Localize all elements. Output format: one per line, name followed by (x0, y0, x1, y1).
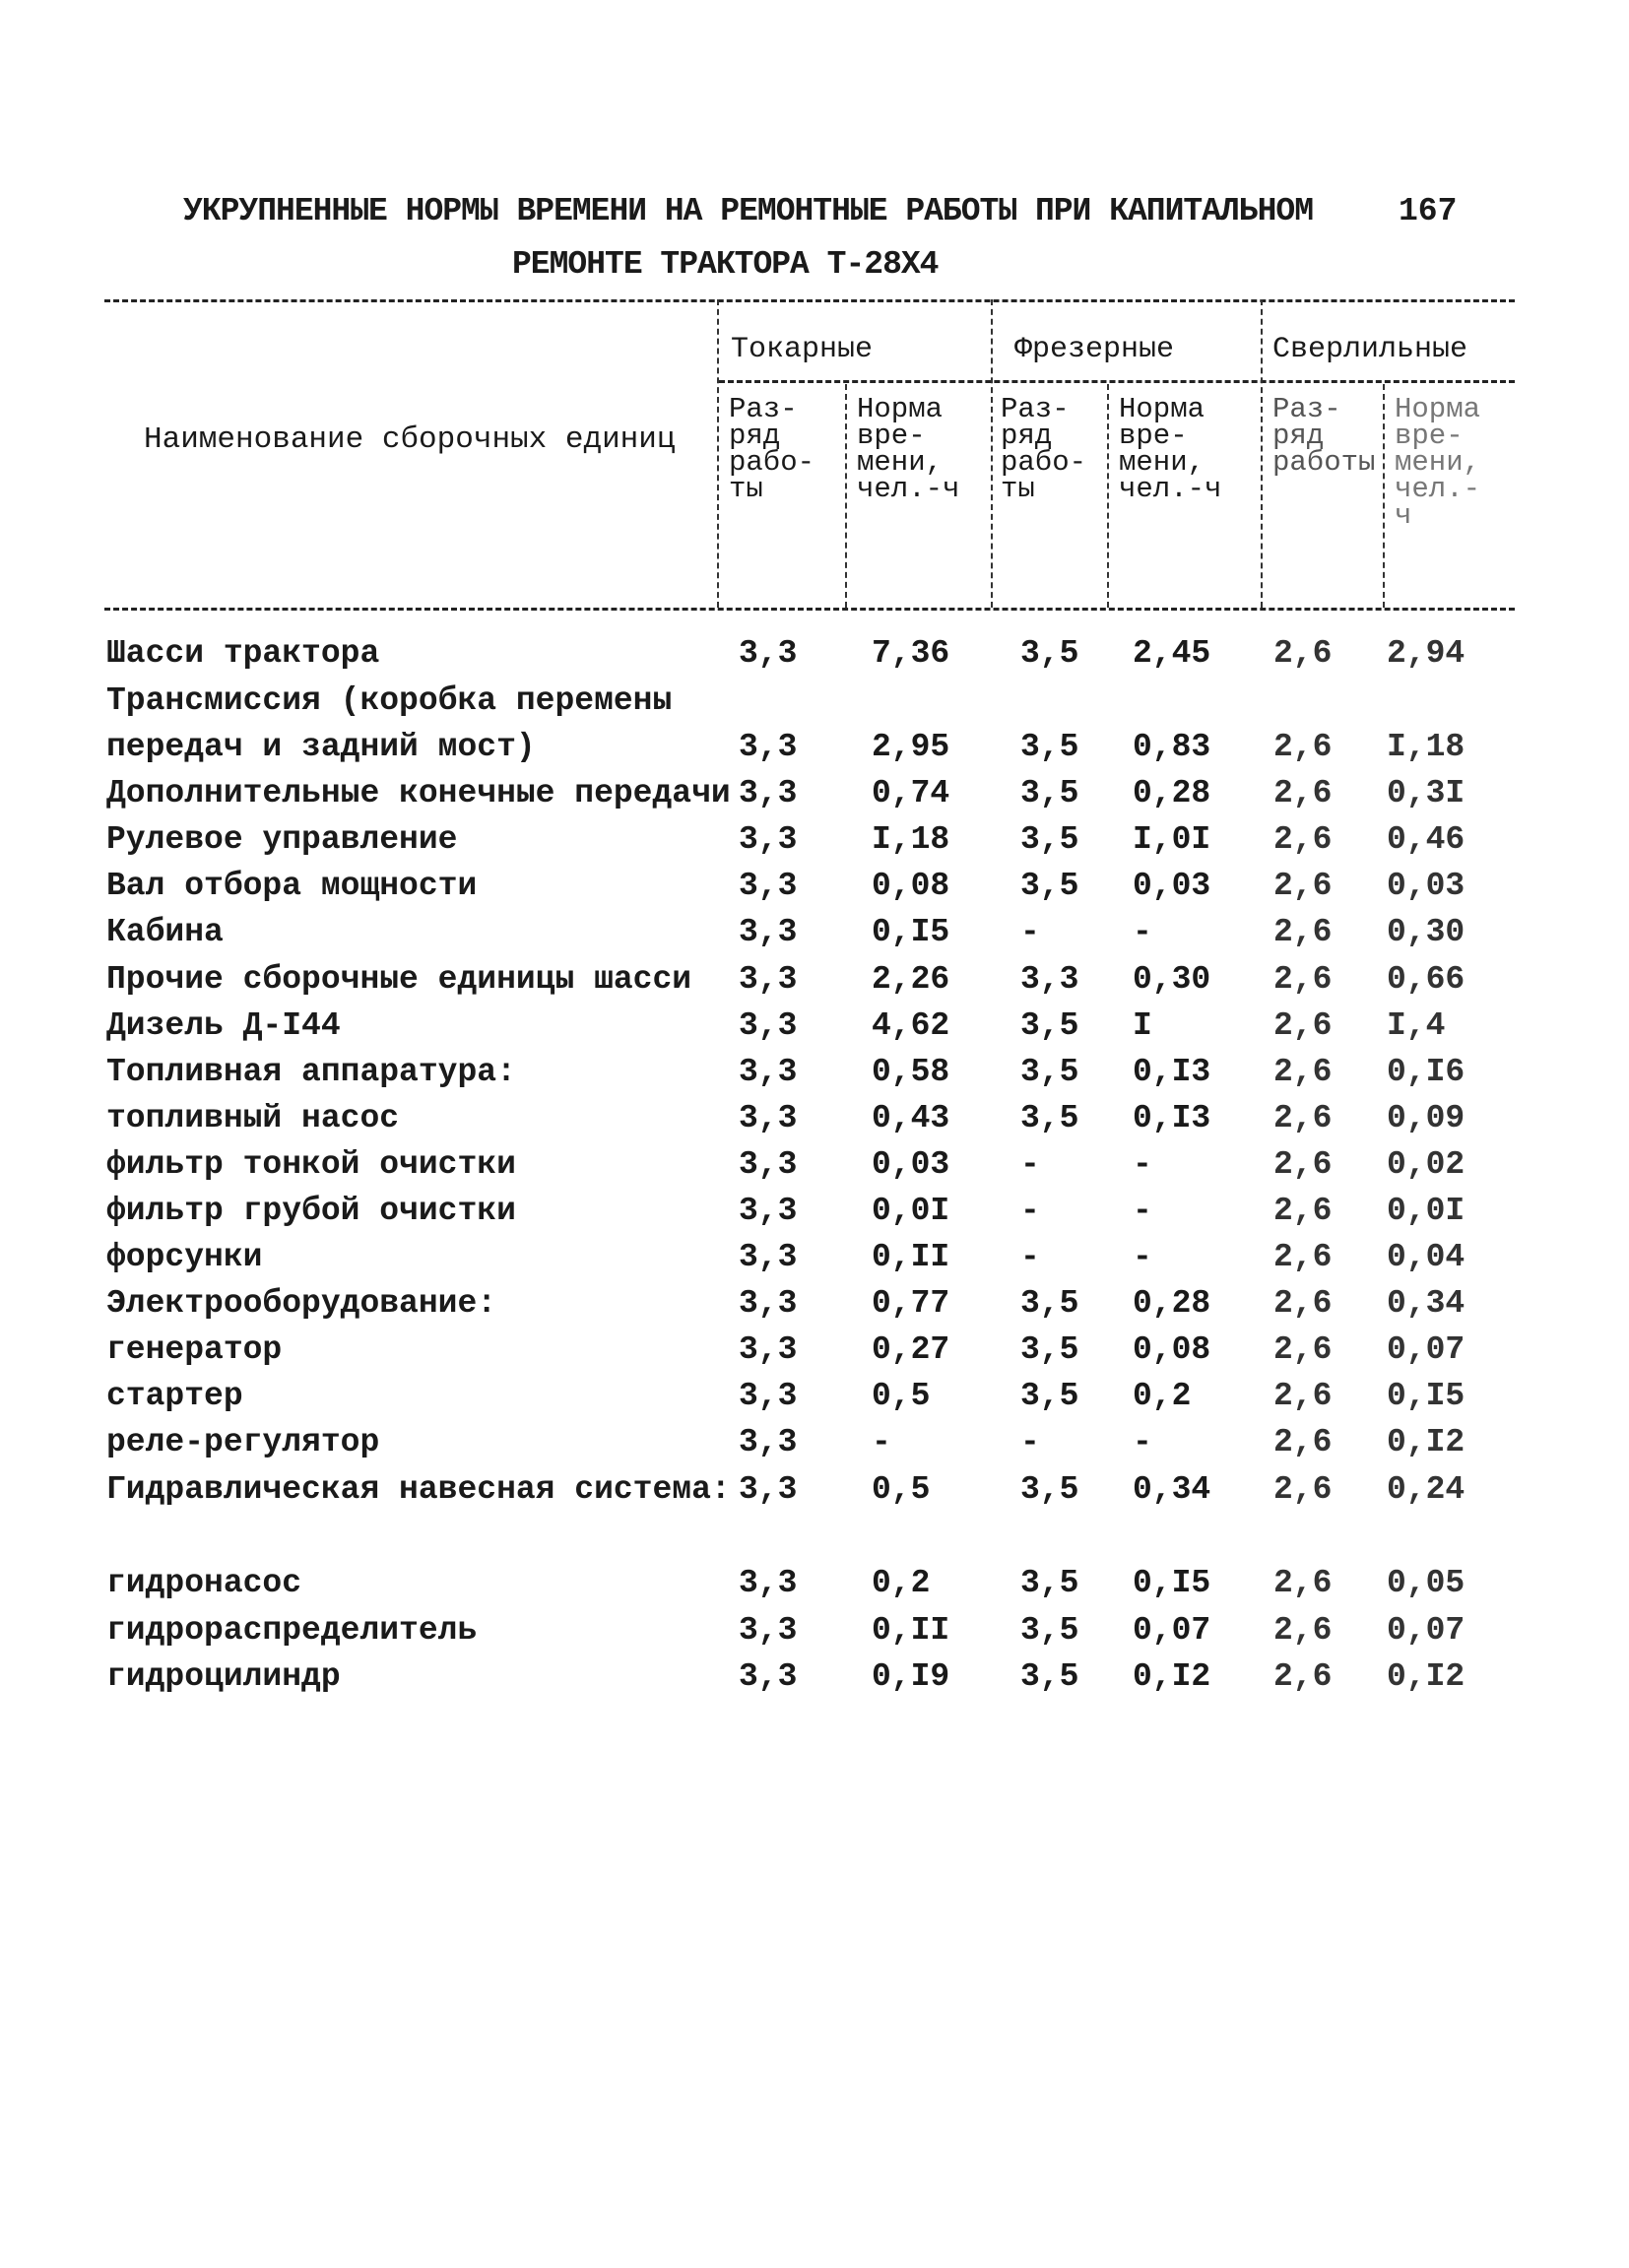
row-value: 2,6 (1273, 868, 1333, 904)
row-name: Гидравлическая навесная система: (106, 1471, 731, 1508)
header-bottom-rule (104, 608, 1515, 611)
row-value: 0,58 (872, 1054, 950, 1090)
row-name: топливный насос (106, 1100, 400, 1136)
row-value: 3,3 (739, 868, 798, 904)
row-value: 0,30 (1133, 961, 1211, 998)
table-row (0, 1424, 1629, 1469)
table-row (0, 961, 1629, 1006)
row-value: 3,3 (739, 775, 798, 811)
row-value: - (1020, 1146, 1040, 1183)
row-value: 3,5 (1020, 1471, 1079, 1508)
row-value: 3,5 (1020, 1007, 1079, 1044)
row-value: 3,3 (739, 1612, 798, 1649)
subheader-line: ряд (729, 420, 781, 452)
row-value: 3,3 (739, 1146, 798, 1183)
subheader-line: ты (729, 473, 763, 505)
column-divider (1107, 384, 1109, 608)
subheader-line: мени, (1395, 446, 1481, 479)
row-value: 0,03 (872, 1146, 950, 1183)
subheader-grade-drilling (1272, 393, 1376, 479)
row-value: 0,08 (872, 868, 950, 904)
row-value: - (1020, 1193, 1040, 1229)
row-value: 0,5 (872, 1378, 931, 1414)
row-value: - (1020, 914, 1040, 950)
row-value: I,18 (872, 821, 950, 858)
group-drilling: Сверлильные (1272, 333, 1468, 366)
row-name: Кабина (106, 914, 224, 950)
row-value: 3,5 (1020, 729, 1079, 765)
table-row (0, 914, 1629, 959)
row-value: 2,6 (1273, 1054, 1333, 1090)
subheader-line: рабо- (729, 446, 815, 479)
page-number: 167 (1399, 193, 1458, 229)
row-value: 3,5 (1020, 1054, 1079, 1090)
subheader-line: ряд (1272, 420, 1325, 452)
row-name: Электрооборудование: (106, 1285, 497, 1322)
row-value: 0,30 (1387, 914, 1466, 950)
row-name: Вал отбора мощности (106, 868, 478, 904)
row-value: 3,3 (739, 1100, 798, 1136)
row-value: 3,5 (1020, 1612, 1079, 1649)
row-value: 0,5 (872, 1471, 931, 1508)
subheader-norm-milling (1119, 393, 1222, 505)
row-value: 0,2 (872, 1565, 931, 1601)
subheader-line: Норма (857, 393, 944, 425)
subheader-line: Раз- (729, 393, 798, 425)
table-row (0, 1054, 1629, 1099)
row-value: 0,07 (1387, 1331, 1466, 1368)
row-value: 0,0I (1387, 1193, 1466, 1229)
row-value: 0,09 (1387, 1100, 1466, 1136)
row-value: - (1133, 1239, 1152, 1275)
row-value: 3,3 (739, 1471, 798, 1508)
row-value: 2,6 (1273, 1193, 1333, 1229)
row-value: 0,I6 (1387, 1054, 1466, 1090)
row-value: 2,6 (1273, 729, 1333, 765)
row-value: 0,34 (1133, 1471, 1211, 1508)
page-subtitle: РЕМОНТЕ ТРАКТОРА Т-28Х4 (512, 246, 939, 283)
row-name: Прочие сборочные единицы шасси (106, 961, 692, 998)
name-column-header: Наименование сборочных единиц (144, 422, 676, 457)
row-value: 3,5 (1020, 1285, 1079, 1322)
row-value: 2,6 (1273, 1424, 1333, 1460)
row-value: 0,I2 (1387, 1424, 1466, 1460)
row-value: 7,36 (872, 635, 950, 672)
column-divider (1261, 299, 1263, 608)
subheader-norm-drilling (1395, 393, 1481, 532)
table-row (0, 1471, 1629, 1517)
subheader-line: Раз- (1272, 393, 1341, 425)
row-name: Топливная аппаратура: (106, 1054, 516, 1090)
row-value: 3,3 (739, 961, 798, 998)
row-value: 2,6 (1273, 1471, 1333, 1508)
row-value: 2,6 (1273, 1658, 1333, 1695)
subheader-line: чел.- (1395, 473, 1481, 505)
subheader-line: работы (1272, 446, 1376, 479)
row-name: фильтр грубой очистки (106, 1193, 516, 1229)
row-name: генератор (106, 1331, 283, 1368)
row-name: Трансмиссия (коробка перемены (106, 682, 673, 719)
row-value: 0,77 (872, 1285, 950, 1322)
row-value: 3,3 (739, 1565, 798, 1601)
row-value: 0,I3 (1133, 1054, 1211, 1090)
row-value: 0,02 (1387, 1146, 1466, 1183)
group-milling: Фрезерные (1014, 333, 1175, 366)
row-value: 0,3I (1387, 775, 1466, 811)
table-row (0, 635, 1629, 680)
row-value: 2,6 (1273, 1146, 1333, 1183)
row-value: 3,3 (739, 1331, 798, 1368)
row-name: гидрораспределитель (106, 1612, 478, 1649)
table-row (0, 775, 1629, 820)
row-value: 0,28 (1133, 775, 1211, 811)
row-name: Дизель Д-I44 (106, 1007, 341, 1044)
row-value: 3,3 (739, 635, 798, 672)
row-value: 3,3 (739, 1054, 798, 1090)
column-divider (1383, 384, 1385, 608)
row-value: 0,I2 (1387, 1658, 1466, 1695)
row-value: 3,5 (1020, 1565, 1079, 1601)
row-value: 0,03 (1133, 868, 1211, 904)
row-value: - (1133, 1146, 1152, 1183)
row-value: 3,3 (739, 1285, 798, 1322)
row-value: 0,I2 (1133, 1658, 1211, 1695)
table-row (0, 1378, 1629, 1423)
row-name: Шасси трактора (106, 635, 380, 672)
row-value: 0,05 (1387, 1565, 1466, 1601)
row-value: 2,6 (1273, 1007, 1333, 1044)
subheader-line: чел.-ч (857, 473, 960, 505)
row-value: 0,II (872, 1612, 950, 1649)
row-value: 2,6 (1273, 1239, 1333, 1275)
subheader-line: Норма (1395, 393, 1481, 425)
row-value: 3,3 (739, 1193, 798, 1229)
row-value: I,4 (1387, 1007, 1446, 1044)
row-value: 3,3 (739, 1424, 798, 1460)
row-value: 2,45 (1133, 635, 1211, 672)
column-divider (717, 299, 719, 608)
row-name: реле-регулятор (106, 1424, 380, 1460)
row-value: - (1020, 1424, 1040, 1460)
subheader-line: вре- (857, 420, 926, 452)
row-name: форсунки (106, 1239, 263, 1275)
table-row (0, 1007, 1629, 1053)
row-value: 3,5 (1020, 1331, 1079, 1368)
row-value: 0,74 (872, 775, 950, 811)
row-value: 0,I5 (1133, 1565, 1211, 1601)
row-value: 2,26 (872, 961, 950, 998)
row-value: 2,6 (1273, 1285, 1333, 1322)
row-value: 0,07 (1133, 1612, 1211, 1649)
subheader-line: Раз- (1001, 393, 1070, 425)
group-divider-rule (719, 380, 1515, 383)
row-value: 3,5 (1020, 868, 1079, 904)
row-value: 0,24 (1387, 1471, 1466, 1508)
row-value: 3,5 (1020, 1378, 1079, 1414)
row-value: 3,3 (739, 1658, 798, 1695)
row-value: 2,6 (1273, 635, 1333, 672)
subheader-line: Норма (1119, 393, 1205, 425)
row-name: Рулевое управление (106, 821, 458, 858)
table-row (0, 1565, 1629, 1610)
row-value: 3,5 (1020, 635, 1079, 672)
row-value: - (1133, 1193, 1152, 1229)
row-value: 0,83 (1133, 729, 1211, 765)
subheader-line: ряд (1001, 420, 1053, 452)
page-title: УКРУПНЕННЫЕ НОРМЫ ВРЕМЕНИ НА РЕМОНТНЫЕ РАБОТЫ ПРИ КАПИТАЛЬНОМ (183, 193, 1313, 229)
subheader-line: вре- (1119, 420, 1188, 452)
table-row (0, 868, 1629, 913)
row-value: 0,I9 (872, 1658, 950, 1695)
row-value: 0,I3 (1133, 1100, 1211, 1136)
table-row (0, 1146, 1629, 1192)
subheader-line: мени, (857, 446, 944, 479)
row-value: 0,34 (1387, 1285, 1466, 1322)
row-value: I,18 (1387, 729, 1466, 765)
table-row (0, 1100, 1629, 1145)
row-value: 0,I5 (1387, 1378, 1466, 1414)
row-value: 2,6 (1273, 1612, 1333, 1649)
row-value: 3,3 (739, 821, 798, 858)
subheader-grade-turning (729, 393, 815, 505)
row-value: 0,2 (1133, 1378, 1192, 1414)
row-value: I,0I (1133, 821, 1211, 858)
table-row (0, 821, 1629, 867)
row-value: 2,6 (1273, 1565, 1333, 1601)
subheader-line: вре- (1395, 420, 1464, 452)
row-value: 0,66 (1387, 961, 1466, 998)
row-value: 2,6 (1273, 821, 1333, 858)
row-value: - (1020, 1239, 1040, 1275)
row-value: 0,27 (872, 1331, 950, 1368)
row-value: - (872, 1424, 891, 1460)
row-value: 3,3 (1020, 961, 1079, 998)
row-value: 3,5 (1020, 1658, 1079, 1695)
row-value: 0,0I (872, 1193, 950, 1229)
row-value: 0,04 (1387, 1239, 1466, 1275)
row-value: 0,II (872, 1239, 950, 1275)
row-value: - (1133, 1424, 1152, 1460)
row-value: 0,28 (1133, 1285, 1211, 1322)
subheader-line: чел.-ч (1119, 473, 1222, 505)
table-row (0, 1612, 1629, 1657)
table-row (0, 1239, 1629, 1284)
row-value: 3,3 (739, 1378, 798, 1414)
row-value: 2,6 (1273, 961, 1333, 998)
row-value: 2,94 (1387, 635, 1466, 672)
table-row (0, 682, 1629, 728)
row-value: 3,5 (1020, 775, 1079, 811)
row-name: фильтр тонкой очистки (106, 1146, 516, 1183)
row-name: гидронасос (106, 1565, 302, 1601)
column-divider (991, 299, 993, 608)
row-value: 2,6 (1273, 914, 1333, 950)
row-value: 2,6 (1273, 775, 1333, 811)
row-name: передач и задний мост) (106, 729, 536, 765)
row-value: - (1133, 914, 1152, 950)
row-value: 3,5 (1020, 1100, 1079, 1136)
table-row (0, 1285, 1629, 1330)
row-value: 2,6 (1273, 1100, 1333, 1136)
row-value: 3,3 (739, 1007, 798, 1044)
table-row (0, 729, 1629, 774)
row-value: 3,3 (739, 914, 798, 950)
row-value: 0,46 (1387, 821, 1466, 858)
row-value: 3,3 (739, 729, 798, 765)
row-value: 0,03 (1387, 868, 1466, 904)
row-value: 4,62 (872, 1007, 950, 1044)
row-value: 3,3 (739, 1239, 798, 1275)
row-name: стартер (106, 1378, 243, 1414)
row-value: 3,5 (1020, 821, 1079, 858)
subheader-line: ты (1001, 473, 1035, 505)
column-divider (845, 384, 847, 608)
table-row (0, 1193, 1629, 1238)
row-value: 0,08 (1133, 1331, 1211, 1368)
row-value: I (1133, 1007, 1152, 1044)
row-value: 0,07 (1387, 1612, 1466, 1649)
table-row (0, 1658, 1629, 1704)
row-value: 0,I5 (872, 914, 950, 950)
subheader-norm-turning (857, 393, 960, 505)
group-turning: Токарные (731, 333, 874, 366)
table-top-rule (104, 299, 1515, 302)
subheader-grade-milling (1001, 393, 1087, 505)
subheader-line: мени, (1119, 446, 1205, 479)
row-value: 0,43 (872, 1100, 950, 1136)
row-value: 2,95 (872, 729, 950, 765)
subheader-line: ч (1395, 499, 1412, 532)
subheader-line: рабо- (1001, 446, 1087, 479)
row-value: 2,6 (1273, 1331, 1333, 1368)
row-name: Дополнительные конечные передачи (106, 775, 731, 811)
row-value: 2,6 (1273, 1378, 1333, 1414)
row-name: гидроцилиндр (106, 1658, 341, 1695)
table-row (0, 1331, 1629, 1377)
